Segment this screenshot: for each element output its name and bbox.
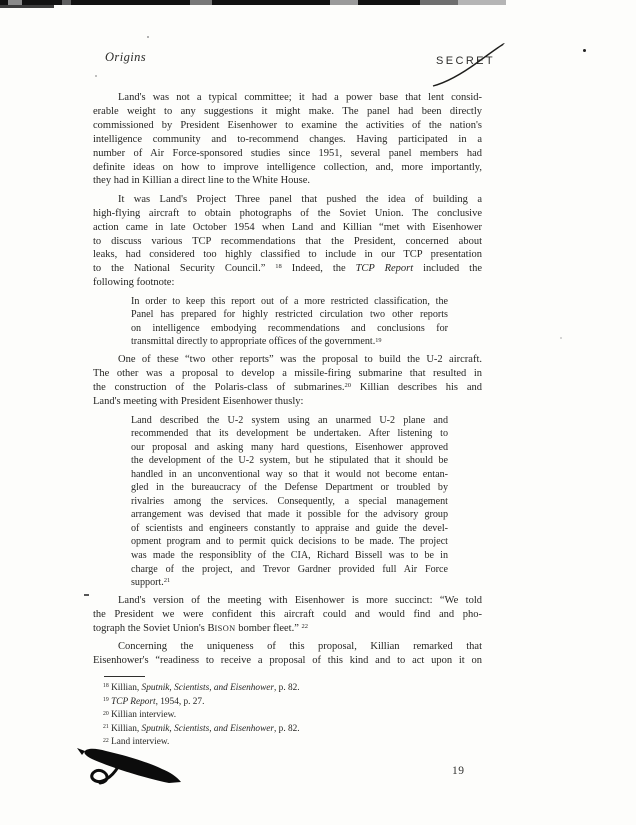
text-line: recommended that its development be undertaken. After listening to xyxy=(131,428,448,440)
text-line: following footnote: xyxy=(93,277,175,289)
text-line: Concerning the uniqueness of this proposal, Killian remarked that xyxy=(118,641,482,653)
footnote-reference: 18 xyxy=(275,263,282,271)
running-title: Origins xyxy=(105,50,147,64)
text-line: intelligence community and to-recommend changes. Having participated in a xyxy=(93,133,482,145)
footnote-separator xyxy=(104,676,145,677)
footnote: $^{21}$ Killian, Sputnik, Scientists, and Eisenhower, p. 82. xyxy=(103,723,300,734)
text-line: number of Air Force-sponsored studies since 1951, several panel members had xyxy=(93,147,482,159)
styled-text: Sputnik, Scientists, and Eisenhower xyxy=(141,723,275,734)
text-line: rivalries among the services. Consequently, a special management xyxy=(131,495,448,507)
paragraph xyxy=(93,640,482,668)
page-number: 19 xyxy=(452,765,465,777)
footnote-reference: 20 xyxy=(103,710,109,717)
text-line: the President we were confident this aircraft could and would find and pho- xyxy=(93,609,482,621)
footnote-reference: 22 xyxy=(301,623,309,630)
footnote-reference: 21 xyxy=(103,724,109,731)
text-line: Land's version of the meeting with Eisenhower is more succinct: “We told xyxy=(118,595,482,607)
text-line: It was Land's Project Three panel that pushed the idea of building a xyxy=(118,193,482,205)
scan-speck xyxy=(583,49,586,52)
paragraph xyxy=(93,193,482,290)
text-line: Eisenhower's “readiness to receive a proposal of this kind and to act upon it on xyxy=(93,655,482,667)
text-line: In order to keep this report out of a more restricted classification, the xyxy=(131,295,448,307)
text-line: support.$^{21}$ xyxy=(131,577,171,589)
scan-artifact-band xyxy=(420,0,458,5)
text-line: our proposal and asking many hard questions, Eisenhower approved xyxy=(131,441,448,453)
text-line: tograph the Soviet Union's BISON bomber fleet.” $^{22}$ xyxy=(93,622,309,634)
text-line: transmittal directly to appropriate offices of the government.$^{19}$ xyxy=(131,336,382,348)
text-line: The other was a proposal to develop a missile-firing submarine that resulted in xyxy=(93,368,482,380)
styled-text: TCP Report xyxy=(111,696,156,707)
footnotes xyxy=(93,682,513,750)
paragraph xyxy=(93,353,482,409)
text-line: the construction of the Polaris-class of submarines.$^{20}$ Killian describes his and xyxy=(93,382,482,394)
scan-artifact-band xyxy=(62,0,71,5)
text-line: on intelligence embodying recommendations and conclusions for xyxy=(131,322,448,334)
footnote-reference: 21 xyxy=(163,577,171,585)
footnote-reference: 19 xyxy=(103,697,109,703)
footnote-reference: 20 xyxy=(344,382,352,390)
text-line: of scientists and engineers constantly to appraise and guide the devel- xyxy=(131,522,448,534)
text-line: handled in an unconventional way so that it would not become entan- xyxy=(131,468,448,480)
ink-blot xyxy=(70,743,188,793)
text-line: they had in Killian a direct line to the White House. xyxy=(93,175,311,187)
text-line: Panel has prepared for highly restricted circulation two other reports xyxy=(131,309,448,321)
text-line: arrangement was devised that made it possible for the advisory group xyxy=(131,509,448,521)
text-line: opment program and to permit quick decisions to be made. The project xyxy=(131,536,448,548)
footnote-reference: 18 xyxy=(103,683,109,690)
block-quote xyxy=(131,414,448,590)
scan-speck xyxy=(95,75,97,77)
block-quote xyxy=(131,295,448,349)
text-line: high-flying aircraft to obtain photographs of the Soviet Union. The conclusive xyxy=(93,207,482,219)
scan-artifact-band xyxy=(190,0,212,5)
text-line: was made the responsiblity of the CIA, Richard Bissell was to be in xyxy=(131,549,448,561)
text-line: to the National Security Council.” $^{18}$ Indeed, the TCP Report included the xyxy=(93,263,482,275)
text-line: commissioned by President Eisenhower to examine the activities of the nation's xyxy=(93,119,482,131)
text-line: the development of the U-2 system, but he stipulated that it should be xyxy=(131,455,448,467)
text-line: charge of the project, and Trevor Gardner provided full Air Force xyxy=(131,563,448,575)
text-line: to discuss various TCP recommendations that the President, concerned about xyxy=(93,235,482,247)
footnote: $^{19}$ TCP Report, 1954, p. 27. xyxy=(103,696,205,707)
declassification-strike xyxy=(426,40,510,92)
text-line: leaks, had considered too highly classified to include in our TCP presentation xyxy=(93,249,482,261)
footnote: $^{18}$ Killian, Sputnik, Scientists, and Eisenhower, p. 82. xyxy=(103,683,300,693)
text-line: Land described the U-2 system using an unarmed U-2 plane and xyxy=(131,414,448,426)
scan-speck xyxy=(147,36,149,38)
scan-speck xyxy=(84,594,89,596)
text-line: gled in the bureaucracy of the Defense Department or troubled by xyxy=(131,482,448,494)
styled-text: Sputnik, Scientists, and Eisenhower xyxy=(141,683,275,693)
scan-artifact-band xyxy=(458,0,506,5)
footnote: $^{22}$ Land interview. xyxy=(103,737,170,748)
text-line: action came in late October 1954 when Land and Killian “met with Eisenhower xyxy=(93,221,482,233)
scan-speck xyxy=(560,337,562,339)
paragraph xyxy=(93,594,482,636)
classification-stamp: SECRET xyxy=(436,55,496,67)
footnote-reference: 19 xyxy=(375,336,382,344)
styled-text: TCP Report xyxy=(355,263,414,275)
text-line: One of these “two other reports” was the proposal to build the U-2 aircraft. xyxy=(118,354,482,366)
footnote-reference: 22 xyxy=(103,737,109,744)
text-line: definite ideas on how to improve intelligence collection, and, more importantly, xyxy=(93,161,482,173)
text-line: Land's meeting with President Eisenhower thusly: xyxy=(93,396,304,408)
styled-text: ISON xyxy=(214,623,236,633)
body-text xyxy=(93,91,482,673)
footnote: $^{20}$ Killian interview. xyxy=(103,710,177,721)
text-line: erable weight to any suggestions it might make. The panel had been directly xyxy=(93,105,482,117)
paragraph xyxy=(93,91,482,188)
text-line: Land's was not a typical committee; it had a power base that lent consid- xyxy=(118,92,482,103)
scan-artifact-band xyxy=(330,0,358,5)
scan-artifact-band xyxy=(0,5,54,8)
